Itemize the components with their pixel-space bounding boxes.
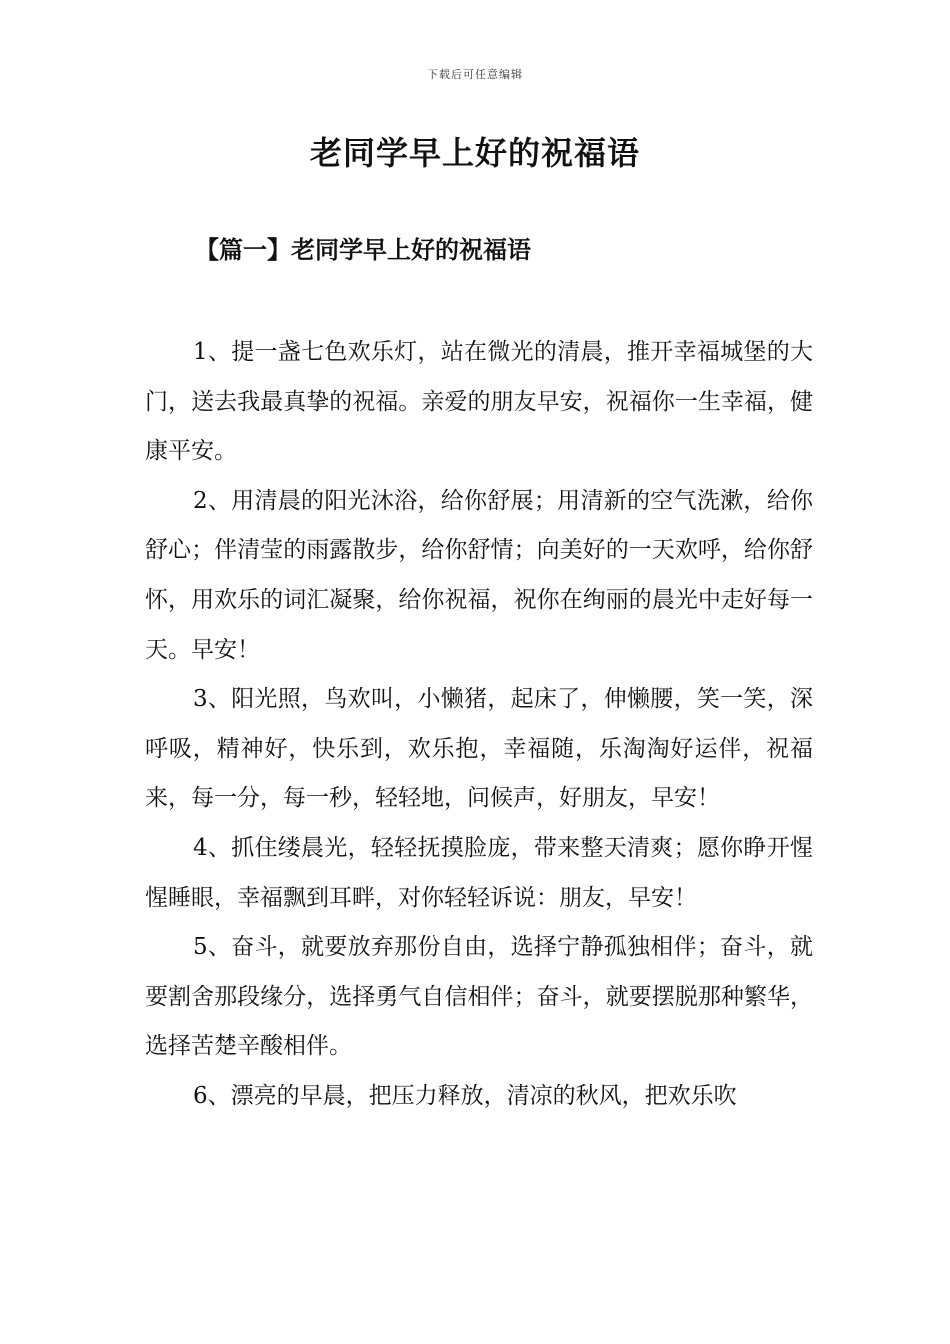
document-body [145, 328, 813, 1122]
document-title: 老同学早上好的祝福语 [309, 134, 640, 172]
section-heading: 【篇一】老同学早上好的祝福语 [195, 235, 531, 264]
paragraph-3: 3、阳光照，鸟欢叫，小懒猪，起床了，伸懒腰，笑一笑，深呼吸，精神好，快乐到，欢乐抱，幸福随，乐淘淘好运伴，祝福来，每一分，每一秒，轻轻地，问候声，好朋友，早安！ [145, 686, 813, 812]
header-note: 下载后可任意编辑 [427, 68, 523, 81]
paragraph-1: 1、提一盏七色欢乐灯，站在微光的清晨，推开幸福城堡的大门，送去我最真挚的祝福。亲爱的朋友早安，祝福你一生幸福，健康平安。 [145, 339, 813, 465]
paragraph-6: 6、漂亮的早晨，把压力释放，清凉的秋风，把欢乐吹 [193, 1082, 737, 1109]
paragraph-4: 4、抓住缕晨光，轻轻抚摸脸庞，带来整天清爽；愿你睁开惺惺睡眼，幸福飘到耳畔，对你轻轻诉说：朋友，早安！ [145, 834, 813, 911]
paragraph-2: 2、用清晨的阳光沐浴，给你舒展；用清新的空气洗漱，给你舒心；伴清莹的雨露散步，给你舒情；向美好的一天欢呼，给你舒怀，用欢乐的词汇凝聚，给你祝福，祝你在绚丽的晨光中走好每一天。早安！ [145, 487, 813, 663]
paragraph-5: 5、奋斗，就要放弃那份自由，选择宁静孤独相伴；奋斗，就要割舍那段缘分，选择勇气自信相伴；奋斗，就要摆脱那种繁华，选择苦楚辛酸相伴。 [145, 934, 813, 1060]
